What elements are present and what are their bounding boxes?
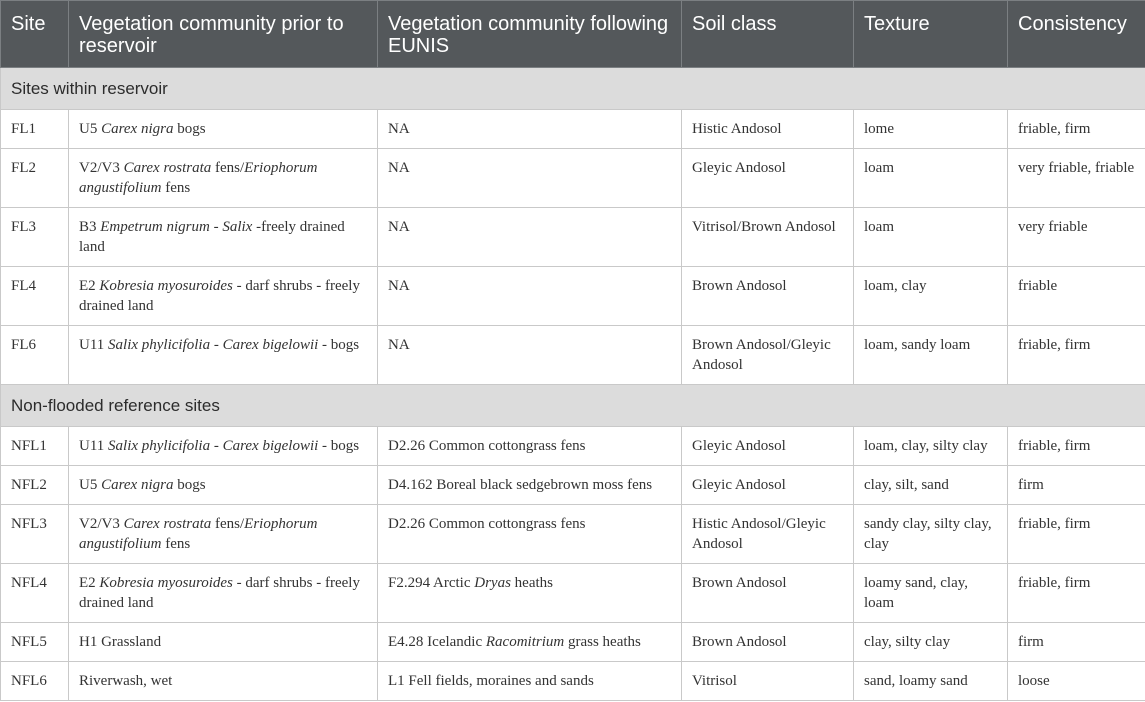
taxon-name: Carex nigra bbox=[101, 477, 174, 493]
taxon-name: Carex rostrata bbox=[123, 160, 212, 176]
vegetation-eunis-cell: E4.28 Icelandic Racomitrium grass heaths bbox=[378, 623, 682, 662]
taxon-name: Salix phylicifolia bbox=[108, 438, 211, 454]
texture-cell: loam bbox=[854, 149, 1008, 208]
soil-class-cell: Histic Andosol/Gleyic Andosol bbox=[682, 505, 854, 564]
consistency-cell: very friable, friable bbox=[1008, 149, 1145, 208]
site-cell: FL3 bbox=[1, 208, 69, 267]
section-title: Sites within reservoir bbox=[1, 68, 1145, 110]
header-row bbox=[1, 1, 1145, 68]
soil-class-cell: Histic Andosol bbox=[682, 110, 854, 149]
vegetation-prior-cell: U11 Salix phylicifolia - Carex bigelowii - bogs bbox=[69, 326, 378, 385]
texture-cell: lome bbox=[854, 110, 1008, 149]
vegetation-eunis-cell: NA bbox=[378, 326, 682, 385]
texture-cell: sandy clay, silty clay, clay bbox=[854, 505, 1008, 564]
taxon-name: Eriophorum angustifolium bbox=[79, 516, 318, 552]
soil-class-cell: Brown Andosol bbox=[682, 267, 854, 326]
vegetation-eunis-cell: D2.26 Common cottongrass fens bbox=[378, 505, 682, 564]
taxon-name: Salix bbox=[222, 219, 253, 235]
texture-cell: loamy sand, clay, loam bbox=[854, 564, 1008, 623]
consistency-cell: friable, firm bbox=[1008, 110, 1145, 149]
table-row bbox=[1, 427, 1145, 466]
section-header-row bbox=[1, 68, 1145, 110]
vegetation-prior-cell: U5 Carex nigra bogs bbox=[69, 466, 378, 505]
site-cell: NFL5 bbox=[1, 623, 69, 662]
vegetation-prior-cell: U11 Salix phylicifolia - Carex bigelowii - bogs bbox=[69, 427, 378, 466]
soil-class-cell: Gleyic Andosol bbox=[682, 466, 854, 505]
site-cell: FL6 bbox=[1, 326, 69, 385]
vegetation-eunis-cell: D4.162 Boreal black sedgebrown moss fens bbox=[378, 466, 682, 505]
site-cell: NFL6 bbox=[1, 662, 69, 701]
table-body bbox=[1, 68, 1145, 701]
vegetation-prior-cell: E2 Kobresia myosuroides - darf shrubs - freely drained land bbox=[69, 564, 378, 623]
texture-cell: clay, silt, sand bbox=[854, 466, 1008, 505]
vegetation-prior-cell: U5 Carex nigra bogs bbox=[69, 110, 378, 149]
header-texture: Texture bbox=[854, 1, 1008, 68]
vegetation-prior-cell: V2/V3 Carex rostrata fens/Eriophorum angustifolium fens bbox=[69, 505, 378, 564]
consistency-cell: friable bbox=[1008, 267, 1145, 326]
soil-class-cell: Gleyic Andosol bbox=[682, 149, 854, 208]
table-header bbox=[1, 1, 1145, 68]
table-row bbox=[1, 623, 1145, 662]
consistency-cell: friable, firm bbox=[1008, 564, 1145, 623]
taxon-name: Salix phylicifolia bbox=[108, 337, 211, 353]
vegetation-eunis-cell: L1 Fell fields, moraines and sands bbox=[378, 662, 682, 701]
soil-class-cell: Gleyic Andosol bbox=[682, 427, 854, 466]
texture-cell: loam, clay, silty clay bbox=[854, 427, 1008, 466]
consistency-cell: friable, firm bbox=[1008, 505, 1145, 564]
vegetation-eunis-cell: NA bbox=[378, 208, 682, 267]
site-cell: NFL2 bbox=[1, 466, 69, 505]
soil-class-cell: Brown Andosol bbox=[682, 623, 854, 662]
site-cell: NFL3 bbox=[1, 505, 69, 564]
soil-class-cell: Brown Andosol/Gleyic Andosol bbox=[682, 326, 854, 385]
site-cell: NFL4 bbox=[1, 564, 69, 623]
taxon-name: Eriophorum angustifolium bbox=[79, 160, 318, 196]
consistency-cell: firm bbox=[1008, 466, 1145, 505]
taxon-name: Kobresia myosuroides bbox=[99, 575, 233, 591]
taxon-name: Racomitrium bbox=[485, 634, 565, 650]
section-title: Non-flooded reference sites bbox=[1, 385, 1145, 427]
site-cell: FL1 bbox=[1, 110, 69, 149]
vegetation-prior-cell: H1 Grassland bbox=[69, 623, 378, 662]
vegetation-eunis-cell: F2.294 Arctic Dryas heaths bbox=[378, 564, 682, 623]
vegetation-prior-cell: E2 Kobresia myosuroides - darf shrubs - freely drained land bbox=[69, 267, 378, 326]
taxon-name: Carex rostrata bbox=[123, 516, 212, 532]
texture-cell: loam, clay bbox=[854, 267, 1008, 326]
consistency-cell: friable, firm bbox=[1008, 326, 1145, 385]
consistency-cell: firm bbox=[1008, 623, 1145, 662]
taxon-name: Carex nigra bbox=[101, 121, 174, 137]
site-cell: FL4 bbox=[1, 267, 69, 326]
taxon-name: Kobresia myosuroides bbox=[99, 278, 233, 294]
header-vegetation-prior: Vegetation community prior to reservoir bbox=[69, 1, 378, 68]
vegetation-eunis-cell: NA bbox=[378, 149, 682, 208]
texture-cell: loam bbox=[854, 208, 1008, 267]
table-row bbox=[1, 326, 1145, 385]
table-row bbox=[1, 267, 1145, 326]
vegetation-prior-cell: Riverwash, wet bbox=[69, 662, 378, 701]
soil-class-cell: Vitrisol bbox=[682, 662, 854, 701]
vegetation-prior-cell: B3 Empetrum nigrum - Salix -freely drained land bbox=[69, 208, 378, 267]
texture-cell: loam, sandy loam bbox=[854, 326, 1008, 385]
soil-class-cell: Brown Andosol bbox=[682, 564, 854, 623]
texture-cell: clay, silty clay bbox=[854, 623, 1008, 662]
texture-cell: sand, loamy sand bbox=[854, 662, 1008, 701]
taxon-name: Carex bigelowii bbox=[222, 438, 319, 454]
table-row bbox=[1, 466, 1145, 505]
site-cell: NFL1 bbox=[1, 427, 69, 466]
table-row bbox=[1, 110, 1145, 149]
table-row bbox=[1, 505, 1145, 564]
header-site: Site bbox=[1, 1, 69, 68]
table-row bbox=[1, 564, 1145, 623]
vegetation-prior-cell: V2/V3 Carex rostrata fens/Eriophorum angustifolium fens bbox=[69, 149, 378, 208]
consistency-cell: loose bbox=[1008, 662, 1145, 701]
soil-class-cell: Vitrisol/Brown Andosol bbox=[682, 208, 854, 267]
table-row bbox=[1, 149, 1145, 208]
vegetation-eunis-cell: NA bbox=[378, 267, 682, 326]
site-cell: FL2 bbox=[1, 149, 69, 208]
header-consistency: Consistency bbox=[1008, 1, 1145, 68]
consistency-cell: friable, firm bbox=[1008, 427, 1145, 466]
header-vegetation-eunis: Vegetation community following EUNIS bbox=[378, 1, 682, 68]
taxon-name: Carex bigelowii bbox=[222, 337, 319, 353]
section-header-row bbox=[1, 385, 1145, 427]
taxon-name: Empetrum nigrum bbox=[100, 219, 210, 235]
vegetation-eunis-cell: D2.26 Common cottongrass fens bbox=[378, 427, 682, 466]
table-row bbox=[1, 662, 1145, 701]
taxon-name: Dryas bbox=[474, 575, 511, 591]
header-soil-class: Soil class bbox=[682, 1, 854, 68]
consistency-cell: very friable bbox=[1008, 208, 1145, 267]
vegetation-eunis-cell: NA bbox=[378, 110, 682, 149]
table-row bbox=[1, 208, 1145, 267]
